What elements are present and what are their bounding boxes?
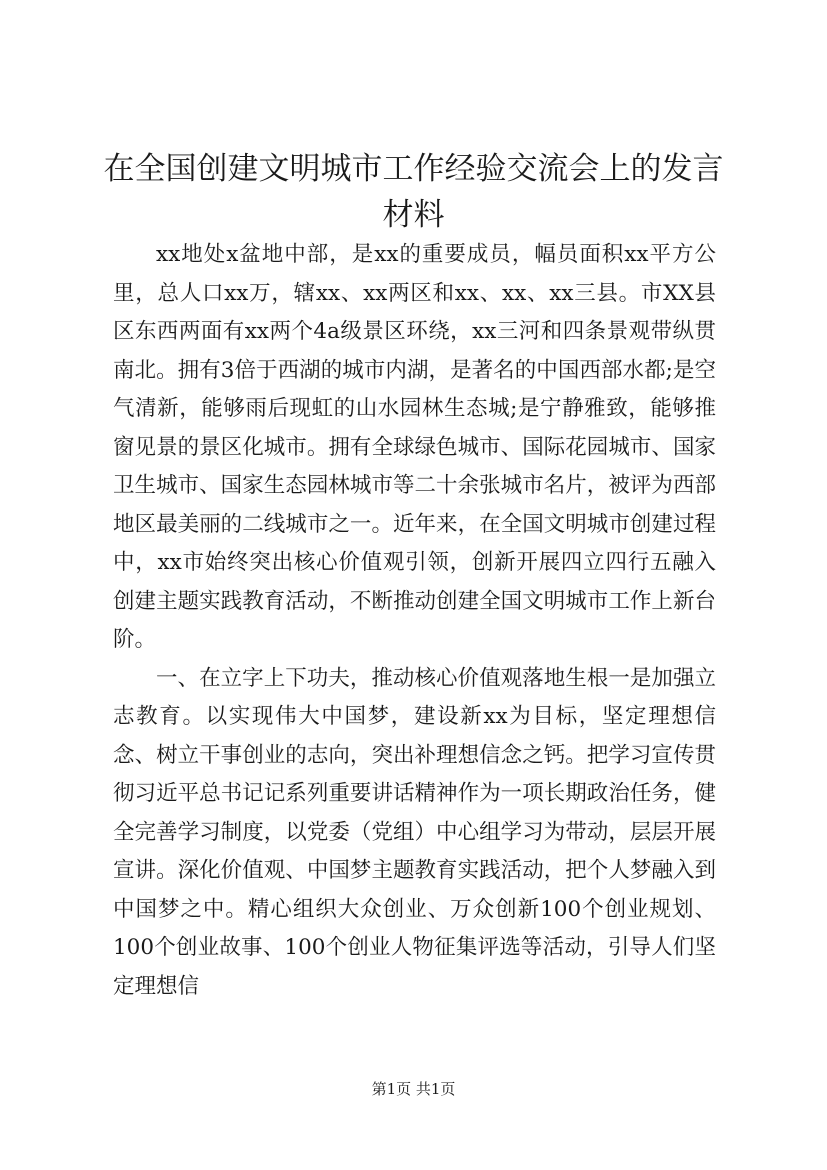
paragraph: xx地处x盆地中部，是xx的重要成员，幅员面积xx平方公里，总人口xx万，辖xx、xx两区和xx、xx、xx三县。市XX县区东西两面有xx两个4a级景区环绕，xx三河和四条景观带纵贯南北。拥有3倍于西湖的城市内湖，是著名的中国西部水都;是空气清新，能够雨后现虹的山水园林生态城;是宁静雅致，能够推窗见景的景区化城市。拥有全球绿色城市、国际花园城市、国家卫生城市、国家生态园林城市等二十余张城市名片，被评为西部地区最美丽的二线城市之一。近年来，在全国文明城市创建过程中，xx市始终突出核心价值观引领，创新开展四立四行五融入创建主题实践教育活动，不断推动创建全国文明城市工作上新台阶。 — [113, 242, 716, 652]
page-footer: 第1页 共1页 — [371, 1080, 456, 1098]
document-title: 在全国创建文明城市工作经验交流会上的发言材料 — [103, 151, 724, 233]
document-body — [113, 236, 716, 1006]
paragraph: 一、在立字上下功夫，推动核心价值观落地生根一是加强立志教育。以实现伟大中国梦，建设新xx为目标，坚定理想信念、树立干事创业的志向，突出补理想信念之钙。把学习宣传贯彻习近平总书记记系列重要讲话精神作为一项长期政治任务，健全完善学习制度，以党委（党组）中心组学习为带动，层层开展宣讲。深化价值观、中国梦主题教育实践活动，把个人梦融入到中国梦之中。精心组织大众创业、万众创新100个创业规划、100个创业故事、100个创业人物征集评选等活动，引导人们坚定理想信 — [113, 665, 716, 999]
